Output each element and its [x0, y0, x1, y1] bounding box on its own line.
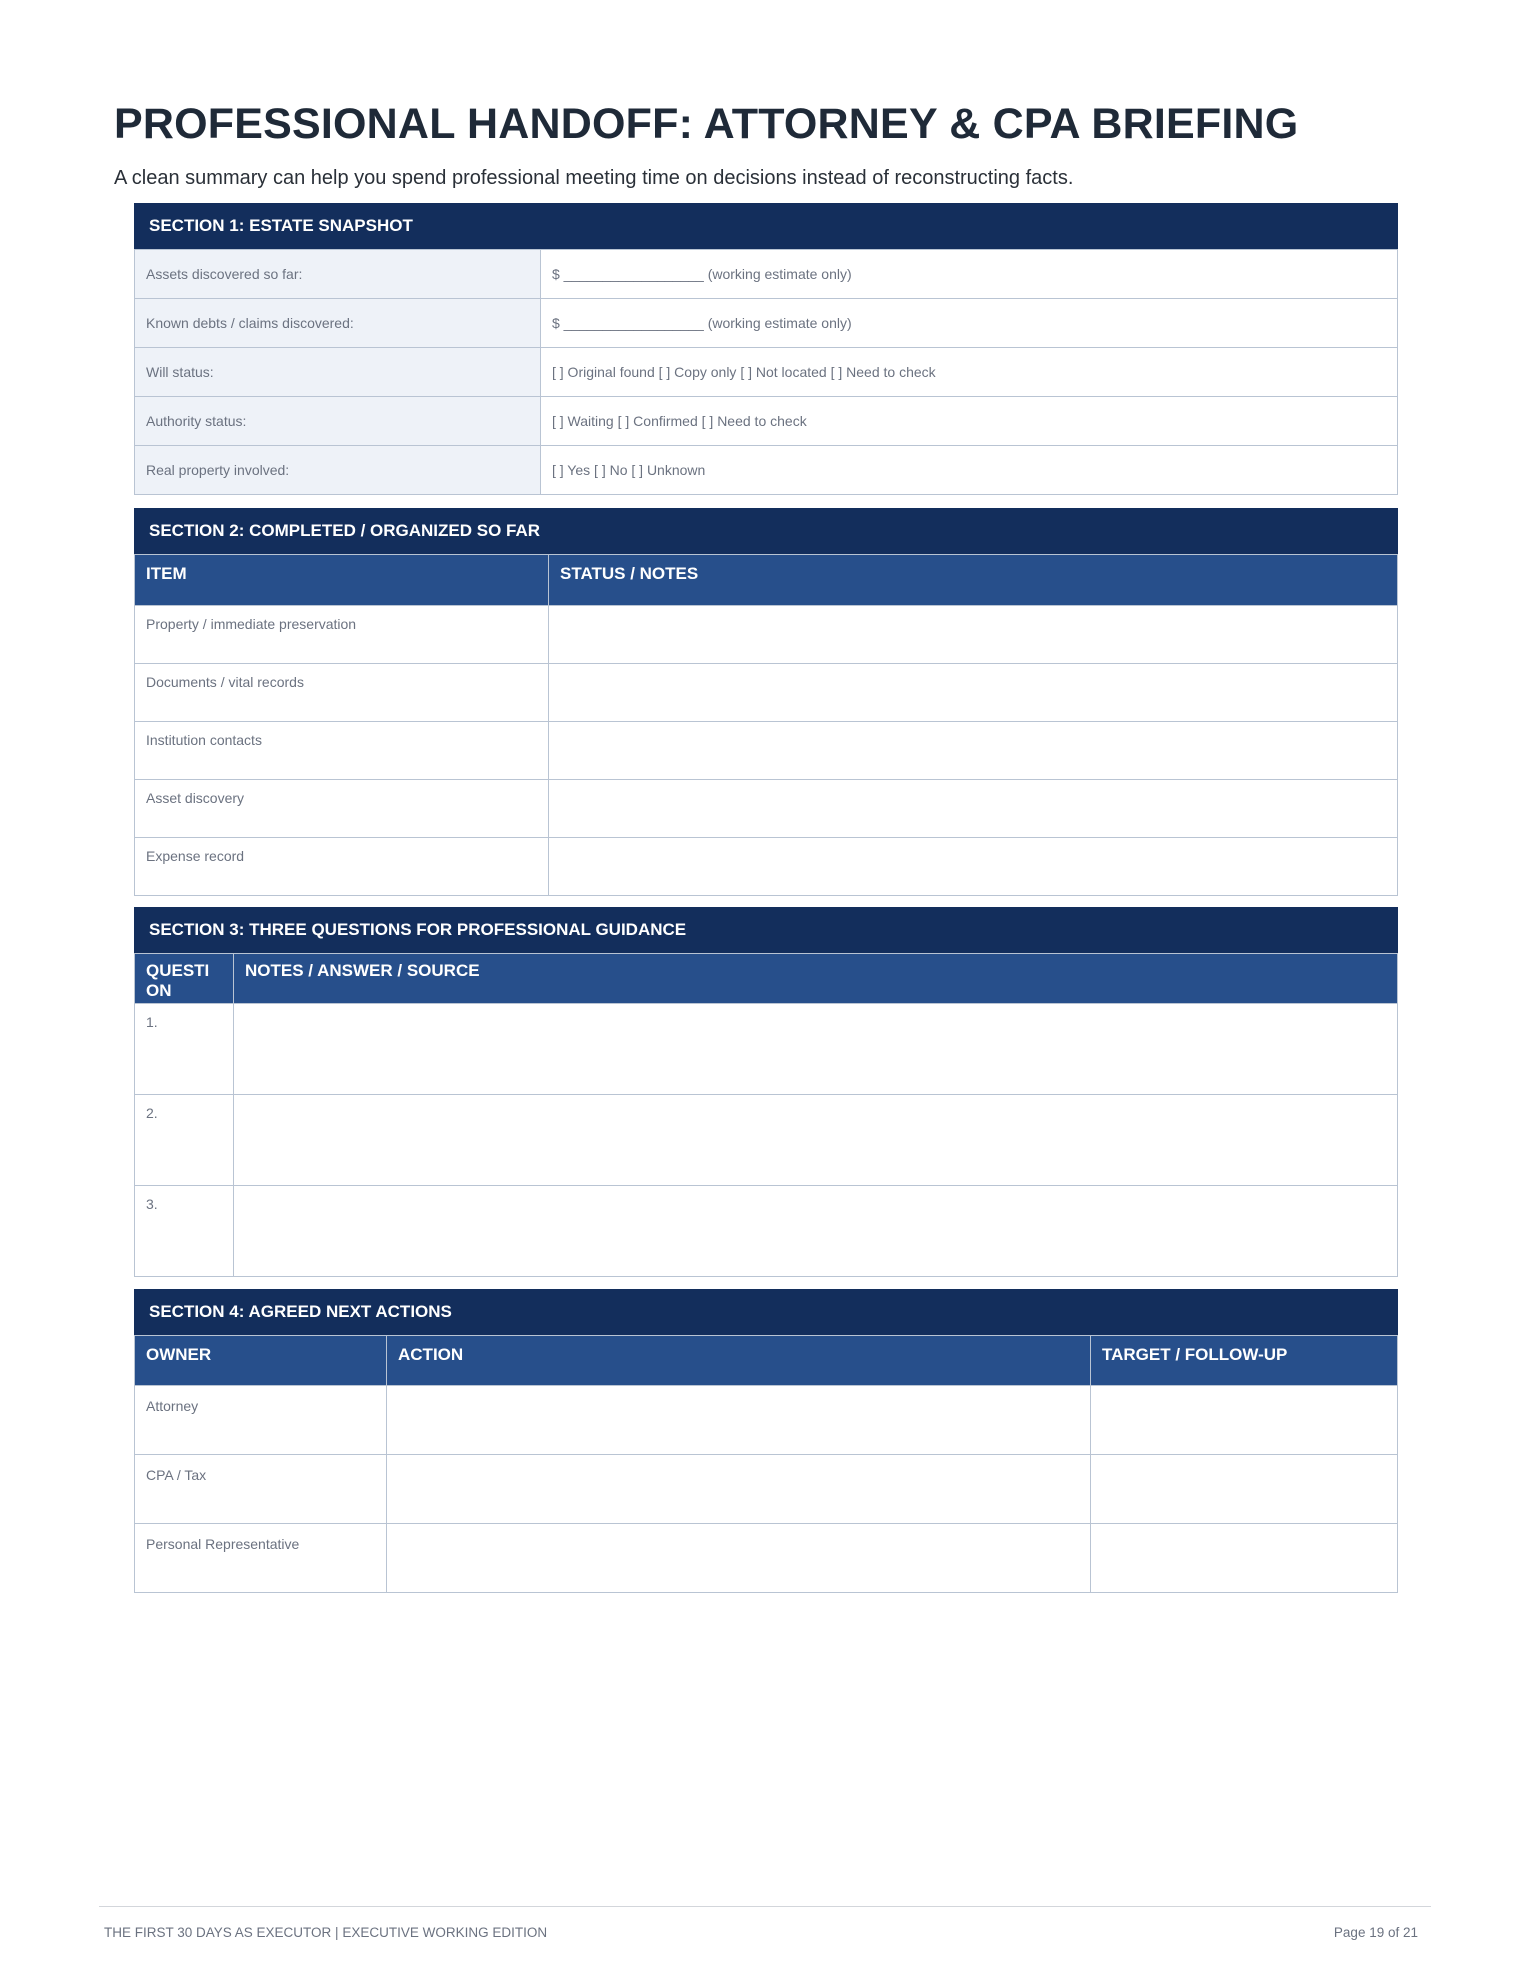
- row-label: Known debts / claims discovered:: [135, 299, 541, 348]
- item-cell: Expense record: [135, 838, 549, 896]
- target-cell[interactable]: [1091, 1524, 1398, 1593]
- table-row: [135, 348, 1398, 397]
- section-header: SECTION 3: THREE QUESTIONS FOR PROFESSIONAL GUIDANCE: [134, 907, 1398, 953]
- owner-cell: CPA / Tax: [135, 1455, 387, 1524]
- row-label: Authority status:: [135, 397, 541, 446]
- table-row: [135, 1004, 1398, 1095]
- item-cell: Property / immediate preservation: [135, 606, 549, 664]
- row-value[interactable]: $ __________________ (working estimate only): [541, 299, 1398, 348]
- column-header-target-follow-up: TARGET / FOLLOW-UP: [1091, 1336, 1398, 1386]
- table-row: [135, 780, 1398, 838]
- table-row: [135, 250, 1398, 299]
- question-number: 2.: [135, 1095, 234, 1186]
- estate-snapshot-table: [134, 249, 1398, 495]
- table-row: [135, 446, 1398, 495]
- item-cell: Documents / vital records: [135, 664, 549, 722]
- page-subtitle: A clean summary can help you spend professional meeting time on decisions instead of reconstructing facts.: [114, 167, 1074, 189]
- item-cell: Institution contacts: [135, 722, 549, 780]
- notes-cell[interactable]: [549, 664, 1398, 722]
- target-cell[interactable]: [1091, 1455, 1398, 1524]
- action-cell[interactable]: [387, 1524, 1091, 1593]
- notes-cell[interactable]: [234, 1095, 1398, 1186]
- section-header: SECTION 2: COMPLETED / ORGANIZED SO FAR: [134, 508, 1398, 554]
- column-header-status-notes: STATUS / NOTES: [549, 555, 1398, 606]
- table-row: [135, 397, 1398, 446]
- notes-cell[interactable]: [549, 606, 1398, 664]
- item-cell: Asset discovery: [135, 780, 549, 838]
- page-title: PROFESSIONAL HANDOFF: ATTORNEY & CPA BRIEFING: [114, 100, 1299, 148]
- row-value[interactable]: [ ] Yes [ ] No [ ] Unknown: [541, 446, 1398, 495]
- table-row: [135, 1095, 1398, 1186]
- row-label: Will status:: [135, 348, 541, 397]
- column-header-row: [135, 555, 1398, 606]
- column-header-owner: OWNER: [135, 1336, 387, 1386]
- action-cell[interactable]: [387, 1455, 1091, 1524]
- table-row: [135, 299, 1398, 348]
- column-header-row: [135, 954, 1398, 1004]
- section-completed: [134, 508, 1398, 896]
- row-label: Assets discovered so far:: [135, 250, 541, 299]
- footer-page-number: Page 19 of 21: [1333, 1925, 1418, 1940]
- notes-cell[interactable]: [549, 722, 1398, 780]
- action-cell[interactable]: [387, 1386, 1091, 1455]
- row-value[interactable]: $ __________________ (working estimate only): [541, 250, 1398, 299]
- table-row: [135, 1386, 1398, 1455]
- footer-divider: [99, 1906, 1431, 1907]
- section-estate-snapshot: [134, 203, 1398, 495]
- row-value[interactable]: [ ] Original found [ ] Copy only [ ] Not located [ ] Need to check: [541, 348, 1398, 397]
- notes-cell[interactable]: [549, 838, 1398, 896]
- row-label: Real property involved:: [135, 446, 541, 495]
- question-number: 3.: [135, 1186, 234, 1277]
- table-row: [135, 664, 1398, 722]
- column-header-row: [135, 1336, 1398, 1386]
- column-header-notes-answer-source: NOTES / ANSWER / SOURCE: [234, 954, 1398, 1004]
- questions-table: [134, 953, 1398, 1277]
- question-number: 1.: [135, 1004, 234, 1095]
- section-next-actions: [134, 1289, 1398, 1593]
- column-header-action: ACTION: [387, 1336, 1091, 1386]
- table-row: [135, 1524, 1398, 1593]
- table-row: [135, 606, 1398, 664]
- footer-document-title: THE FIRST 30 DAYS AS EXECUTOR | EXECUTIVE WORKING EDITION: [104, 1925, 548, 1940]
- owner-cell: Personal Representative: [135, 1524, 387, 1593]
- column-header-item: ITEM: [135, 555, 549, 606]
- table-row: [135, 1186, 1398, 1277]
- next-actions-table: [134, 1335, 1398, 1593]
- notes-cell[interactable]: [234, 1186, 1398, 1277]
- notes-cell[interactable]: [549, 780, 1398, 838]
- owner-cell: Attorney: [135, 1386, 387, 1455]
- column-header-question: QUESTI ON: [135, 954, 234, 1004]
- completed-table: [134, 554, 1398, 896]
- section-header: SECTION 1: ESTATE SNAPSHOT: [134, 203, 1398, 249]
- table-row: [135, 722, 1398, 780]
- table-row: [135, 838, 1398, 896]
- row-value[interactable]: [ ] Waiting [ ] Confirmed [ ] Need to check: [541, 397, 1398, 446]
- notes-cell[interactable]: [234, 1004, 1398, 1095]
- section-questions: [134, 907, 1398, 1277]
- table-row: [135, 1455, 1398, 1524]
- section-header: SECTION 4: AGREED NEXT ACTIONS: [134, 1289, 1398, 1335]
- target-cell[interactable]: [1091, 1386, 1398, 1455]
